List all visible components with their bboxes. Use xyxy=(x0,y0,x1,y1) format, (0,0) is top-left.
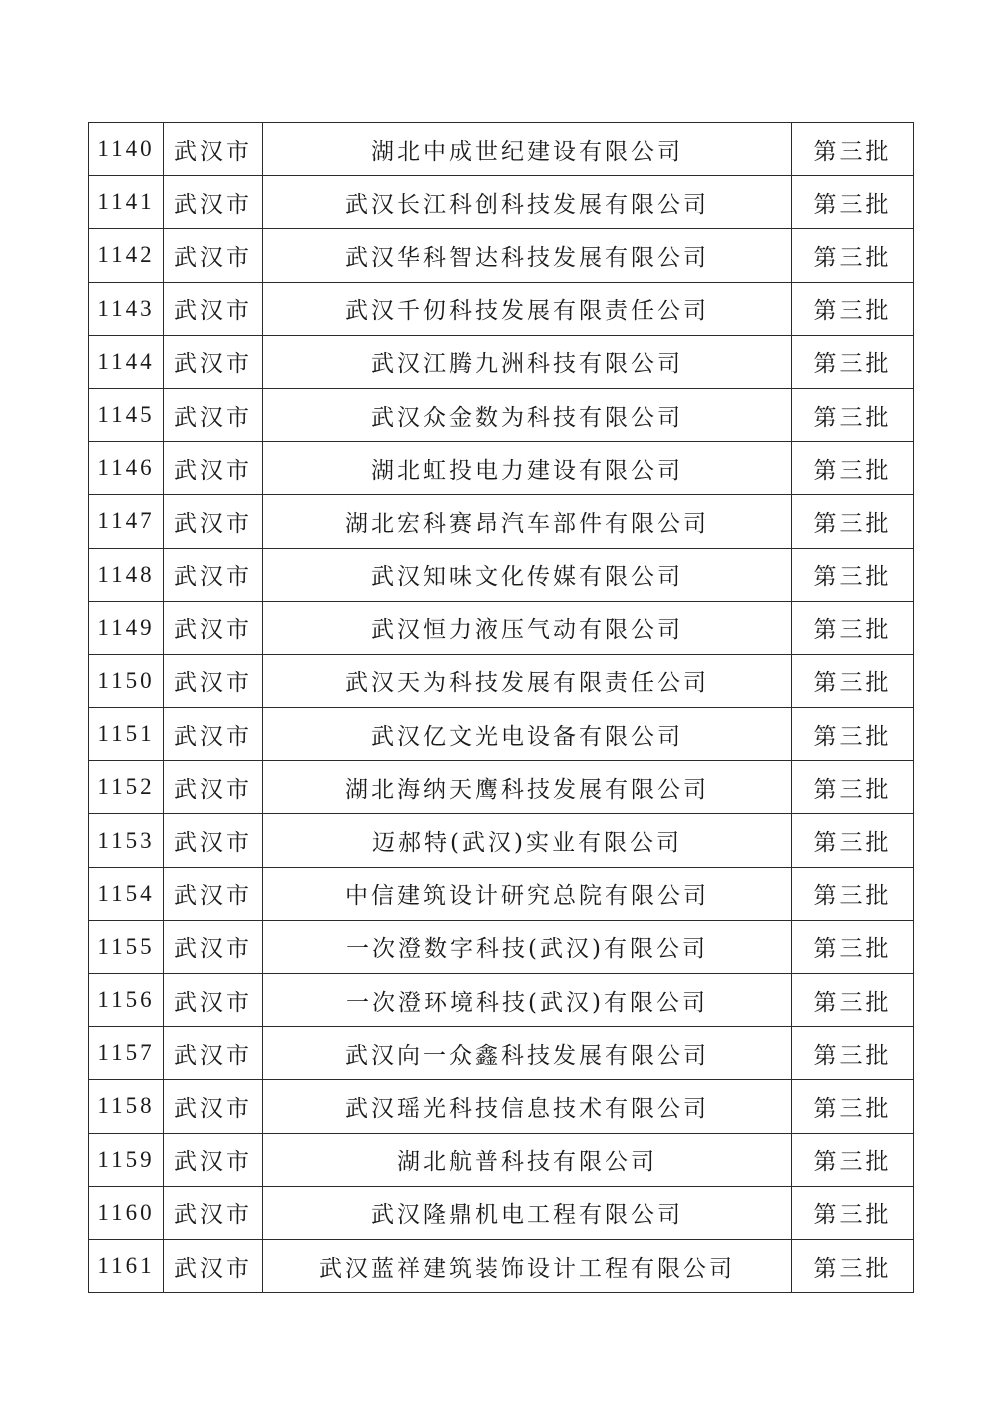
batch-cell: 第三批 xyxy=(792,867,914,920)
serial-number-cell: 1149 xyxy=(89,601,164,654)
city-cell: 武汉市 xyxy=(164,123,263,176)
batch-cell: 第三批 xyxy=(792,708,914,761)
company-name-cell: 武汉向一众鑫科技发展有限公司 xyxy=(263,1027,792,1080)
city-cell: 武汉市 xyxy=(164,867,263,920)
table-row xyxy=(89,1239,914,1292)
company-name-cell: 湖北宏科赛昂汽车部件有限公司 xyxy=(263,495,792,548)
table-row xyxy=(89,176,914,229)
batch-cell: 第三批 xyxy=(792,974,914,1027)
batch-cell: 第三批 xyxy=(792,761,914,814)
company-name-cell: 迈郝特(武汉)实业有限公司 xyxy=(263,814,792,867)
table-row xyxy=(89,1133,914,1186)
serial-number-cell: 1148 xyxy=(89,548,164,601)
batch-cell: 第三批 xyxy=(792,388,914,441)
company-name-cell: 湖北虹投电力建设有限公司 xyxy=(263,442,792,495)
serial-number-cell: 1161 xyxy=(89,1239,164,1292)
company-list-table xyxy=(88,122,914,1293)
serial-number-cell: 1157 xyxy=(89,1027,164,1080)
city-cell: 武汉市 xyxy=(164,388,263,441)
city-cell: 武汉市 xyxy=(164,1027,263,1080)
batch-cell: 第三批 xyxy=(792,814,914,867)
batch-cell: 第三批 xyxy=(792,335,914,388)
serial-number-cell: 1144 xyxy=(89,335,164,388)
table-row xyxy=(89,814,914,867)
table-row xyxy=(89,867,914,920)
serial-number-cell: 1153 xyxy=(89,814,164,867)
city-cell: 武汉市 xyxy=(164,1239,263,1292)
city-cell: 武汉市 xyxy=(164,974,263,1027)
table-row xyxy=(89,920,914,973)
serial-number-cell: 1146 xyxy=(89,442,164,495)
table-body xyxy=(89,123,914,1293)
company-name-cell: 武汉恒力液压气动有限公司 xyxy=(263,601,792,654)
table-row xyxy=(89,1027,914,1080)
city-cell: 武汉市 xyxy=(164,1080,263,1133)
city-cell: 武汉市 xyxy=(164,229,263,282)
batch-cell: 第三批 xyxy=(792,654,914,707)
company-name-cell: 武汉知味文化传媒有限公司 xyxy=(263,548,792,601)
table-row xyxy=(89,974,914,1027)
serial-number-cell: 1140 xyxy=(89,123,164,176)
city-cell: 武汉市 xyxy=(164,548,263,601)
table-row xyxy=(89,601,914,654)
company-name-cell: 武汉华科智达科技发展有限公司 xyxy=(263,229,792,282)
serial-number-cell: 1160 xyxy=(89,1186,164,1239)
batch-cell: 第三批 xyxy=(792,123,914,176)
serial-number-cell: 1147 xyxy=(89,495,164,548)
city-cell: 武汉市 xyxy=(164,761,263,814)
table-row xyxy=(89,282,914,335)
serial-number-cell: 1154 xyxy=(89,867,164,920)
batch-cell: 第三批 xyxy=(792,601,914,654)
company-name-cell: 湖北中成世纪建设有限公司 xyxy=(263,123,792,176)
city-cell: 武汉市 xyxy=(164,282,263,335)
batch-cell: 第三批 xyxy=(792,229,914,282)
city-cell: 武汉市 xyxy=(164,1186,263,1239)
serial-number-cell: 1152 xyxy=(89,761,164,814)
batch-cell: 第三批 xyxy=(792,1080,914,1133)
table-row xyxy=(89,761,914,814)
serial-number-cell: 1143 xyxy=(89,282,164,335)
serial-number-cell: 1141 xyxy=(89,176,164,229)
company-name-cell: 一次澄数字科技(武汉)有限公司 xyxy=(263,920,792,973)
city-cell: 武汉市 xyxy=(164,335,263,388)
serial-number-cell: 1145 xyxy=(89,388,164,441)
serial-number-cell: 1158 xyxy=(89,1080,164,1133)
batch-cell: 第三批 xyxy=(792,1186,914,1239)
batch-cell: 第三批 xyxy=(792,548,914,601)
table-row xyxy=(89,1186,914,1239)
company-name-cell: 湖北海纳天鹰科技发展有限公司 xyxy=(263,761,792,814)
city-cell: 武汉市 xyxy=(164,920,263,973)
serial-number-cell: 1142 xyxy=(89,229,164,282)
batch-cell: 第三批 xyxy=(792,282,914,335)
table-row xyxy=(89,388,914,441)
table-row xyxy=(89,548,914,601)
city-cell: 武汉市 xyxy=(164,495,263,548)
serial-number-cell: 1155 xyxy=(89,920,164,973)
company-name-cell: 湖北航普科技有限公司 xyxy=(263,1133,792,1186)
city-cell: 武汉市 xyxy=(164,1133,263,1186)
serial-number-cell: 1151 xyxy=(89,708,164,761)
serial-number-cell: 1156 xyxy=(89,974,164,1027)
company-name-cell: 武汉瑶光科技信息技术有限公司 xyxy=(263,1080,792,1133)
company-name-cell: 武汉江腾九洲科技有限公司 xyxy=(263,335,792,388)
table-row xyxy=(89,123,914,176)
table-row xyxy=(89,229,914,282)
company-name-cell: 武汉众金数为科技有限公司 xyxy=(263,388,792,441)
company-name-cell: 武汉亿文光电设备有限公司 xyxy=(263,708,792,761)
batch-cell: 第三批 xyxy=(792,920,914,973)
company-name-cell: 中信建筑设计研究总院有限公司 xyxy=(263,867,792,920)
city-cell: 武汉市 xyxy=(164,176,263,229)
batch-cell: 第三批 xyxy=(792,176,914,229)
table-row xyxy=(89,1080,914,1133)
table-row xyxy=(89,708,914,761)
company-name-cell: 武汉蓝祥建筑装饰设计工程有限公司 xyxy=(263,1239,792,1292)
company-name-cell: 武汉千仞科技发展有限责任公司 xyxy=(263,282,792,335)
batch-cell: 第三批 xyxy=(792,495,914,548)
company-name-cell: 武汉长江科创科技发展有限公司 xyxy=(263,176,792,229)
batch-cell: 第三批 xyxy=(792,1027,914,1080)
city-cell: 武汉市 xyxy=(164,708,263,761)
batch-cell: 第三批 xyxy=(792,1239,914,1292)
serial-number-cell: 1150 xyxy=(89,654,164,707)
serial-number-cell: 1159 xyxy=(89,1133,164,1186)
table-row xyxy=(89,654,914,707)
city-cell: 武汉市 xyxy=(164,601,263,654)
batch-cell: 第三批 xyxy=(792,442,914,495)
table-row xyxy=(89,442,914,495)
table-row xyxy=(89,495,914,548)
company-name-cell: 一次澄环境科技(武汉)有限公司 xyxy=(263,974,792,1027)
table-row xyxy=(89,335,914,388)
company-name-cell: 武汉天为科技发展有限责任公司 xyxy=(263,654,792,707)
company-name-cell: 武汉隆鼎机电工程有限公司 xyxy=(263,1186,792,1239)
city-cell: 武汉市 xyxy=(164,442,263,495)
city-cell: 武汉市 xyxy=(164,814,263,867)
city-cell: 武汉市 xyxy=(164,654,263,707)
batch-cell: 第三批 xyxy=(792,1133,914,1186)
